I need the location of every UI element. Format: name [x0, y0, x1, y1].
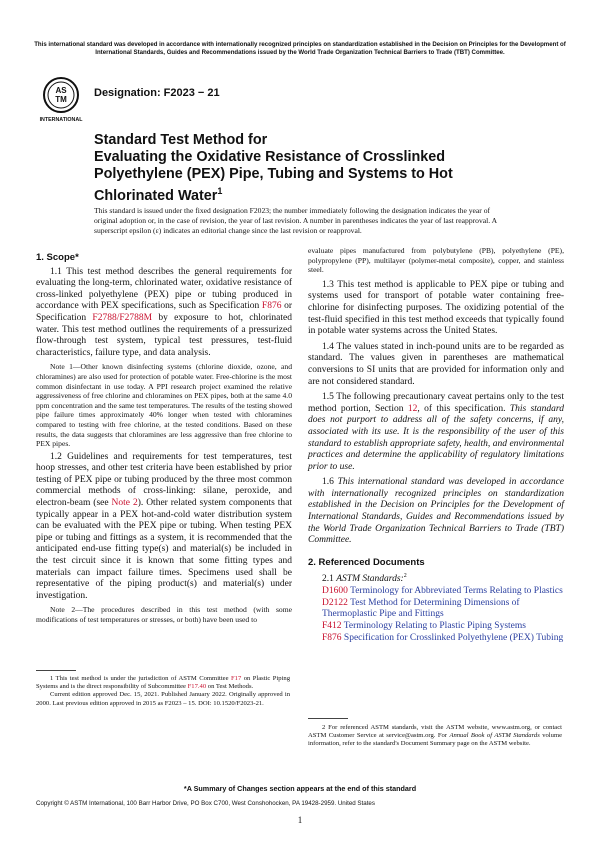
paragraph-1-4: 1.4 The values stated in inch-pound units are to be regarded as standard. The values given in parentheses are mathematical conversions to SI units that are provided for information only and are not considered standard. [308, 341, 564, 387]
top-notice: This international standard was developed in accordance with internationally recognized principles on standardization established in the Decision on Principles for the Development of International Standards, Guides and Recommendations issued by the World Trade Organization Technical Barriers to Trade (TBT) Committee. [34, 41, 566, 56]
reference-title[interactable]: Test Method for Determining Dimensions of Thermoplastic Pipe and Fittings [322, 597, 520, 620]
reference-code[interactable]: D1600 [322, 586, 348, 597]
title-footnote-mark: 1 [217, 186, 223, 196]
scope-heading: 1. Scope* [36, 252, 79, 263]
reference-item[interactable] [308, 633, 564, 645]
reference-item[interactable] [308, 598, 564, 621]
footnote-rule-left [36, 670, 76, 671]
reference-code[interactable]: F876 [322, 632, 342, 643]
svg-text:TM: TM [55, 95, 67, 104]
link-f2788[interactable]: F2788/F2788M [92, 312, 153, 323]
issuance-note: This standard is issued under the fixed designation F2023; the number immediately following the designation indicates the year of original adoption or, in the case of revision, the year of last revision. A number in parentheses indicates the year of last reapproval. A superscript epsilon (ε) indicates an editorial change since the last revision or reapproval. [94, 206, 497, 235]
title-main: Evaluating the Oxidative Resistance of Crosslinked Polyethylene (PEX) Pipe, Tubing and Systems to Hot Chlorinated Water [94, 149, 453, 204]
note-1: Note 1—Other known disinfecting systems (chlorine dioxide, ozone, and chloramines) are also used for protection of potable water. Free-chlorine is the most common disinfectant in use today. A PPI research project examined the relative aggressiveness of free chlorine and chloramines on PEX pipes, both at the same 4.0 ppm concentration and the same test temperatures. The results of the testing showed pipe failure times approximately 40% longer when tested with chloramines compared to testing with free chlorine, at the tested conditions. Based on these results, the data suggests that chloramines are less aggressive than free chlorine to PEX pipes. [36, 362, 292, 449]
link-note-2[interactable]: Note 2 [111, 498, 138, 509]
reference-title[interactable]: Terminology Relating to Plastic Piping Systems [341, 620, 526, 631]
reference-title[interactable]: Specification for Crosslinked Polyethylene (PEX) Tubing [341, 632, 564, 643]
footnote-rule-right [308, 718, 348, 719]
paragraph-1-1: 1.1 This test method describes the general requirements for evaluating the long-term, chlorinated water, oxidative resistance of cross-linked polyethylene (PEX) pipe or tubing produced in accordance with PEX specifications, such as Specification F876 or Specification F2788/F2788M by exposure to hot, chlorinated water. This test method outlines the requirements of a pressurized flow-through test system, typical test pressures, test-fluid characteristics, failure type, and data analysis. [36, 266, 292, 358]
link-f17[interactable]: F17 [231, 675, 242, 682]
references-heading: 2. Referenced Documents [308, 556, 425, 568]
paragraph-1-2: 1.2 Guidelines and requirements for test temperatures, test hoop stresses, and other test criteria have been established by prior testing of PEX pipe or tubing produced by the three most common commercial methods of cross-linking: silane, peroxide, and electron-beam (see Note 2). Other related system components that typically appear in a PEX hot-and-cold water distribution system can be evaluated with the PEX pipe or tubing. When testing PEX pipe or tubing and fittings as a system, it is recommended that the anticipated end-use fitting type(s) and material(s) be included in the test circuit since it is known that some fitting types and materials can impact failure times. Specimens used shall be representative of the piping product(s) and material(s) under investigation. [36, 451, 293, 601]
designation: Designation: F2023 − 21 [94, 87, 220, 99]
reference-title[interactable]: Terminology for Abbreviated Terms Relating to Plastics [347, 586, 563, 597]
link-section-12[interactable]: 12 [407, 403, 418, 414]
summary-of-changes-note: *A Summary of Changes section appears at the end of this standard [183, 784, 417, 793]
page-number: 1 [297, 815, 303, 825]
astm-logo-icon [38, 76, 84, 124]
astm-standards-label: 2.1 ASTM Standards:$^2$ [322, 573, 407, 585]
footnote-2: 2 For referenced ASTM standards, visit the ASTM website, www.astm.org, or contact ASTM Customer Service at service@astm.org. For Annual Book of ASTM Standards volume information, refer to the standard's Document Summary page on the ASTM website. [308, 724, 562, 748]
reference-code[interactable]: F412 [322, 620, 342, 631]
svg-text:INTERNATIONAL: INTERNATIONAL [39, 117, 83, 123]
copyright: Copyright © ASTM International, 100 Barr Harbor Drive, PO Box C700, West Conshohocken, PA 19428-2959. United States [36, 800, 375, 807]
reference-code[interactable]: D2122 [322, 597, 348, 608]
right-column [308, 246, 564, 644]
reference-list [308, 586, 564, 644]
paragraph-1-3: 1.3 This test method is applicable to PEX pipe or tubing and systems used for transport of potable water containing free-chlorine for disinfecting purposes. The oxidizing potential of the test-fluid specified in this test method exceeds that typically found in potable water systems across the United States. [308, 279, 564, 337]
link-f876[interactable]: F876 [261, 301, 282, 312]
footnote-1: 1 This test method is under the jurisdiction of ASTM Committee F17 on Plastic Piping Systems and is the direct responsibility of Subcommittee F17.40 on Test Methods. Current edition approved Dec. 15, 2021. Published January 2022. Originally approved in 2000. Last previous edition approved in 2015 as F2023 – 15. DOI: 10.1520/F2023-21. [36, 675, 290, 707]
link-f17-40[interactable]: F17.40 [187, 683, 207, 691]
note-2-continued: evaluate pipes manufactured from polybutylene (PB), polyethylene (PE), polypropylene (PP), multilayer (polymer-metal composite), copper, and stainless steel. [308, 246, 564, 275]
title-line-1: Standard Test Method for [94, 132, 268, 148]
paragraph-1-5: 1.5 The following precautionary caveat pertains only to the test method portion, Section 12, of this specification. This standard does not purport to address all of the safety concerns, if any, associated with its use. It is the responsibility of the user of this standard to establish appropriate safety, health, and environmental practices and determine the applicability of regulatory limitations prior to use. [308, 392, 564, 472]
document-title [94, 132, 494, 205]
svg-text:AS: AS [55, 86, 67, 95]
note-2: Note 2—The procedures described in this test method (with some modifications of test temperatures or stresses, or both) have been used to [36, 605, 292, 624]
reference-item[interactable] [308, 621, 564, 633]
paragraph-1-6: 1.6 This international standard was developed in accordance with internationally recognized principles on standardization established in the Decision on Principles for the Development of International Standards, Guides and Recommendations issued by the World Trade Organization Technical Barriers to Trade (TBT) Committee. [308, 477, 564, 546]
reference-item[interactable] [308, 586, 564, 598]
left-column [36, 252, 292, 628]
